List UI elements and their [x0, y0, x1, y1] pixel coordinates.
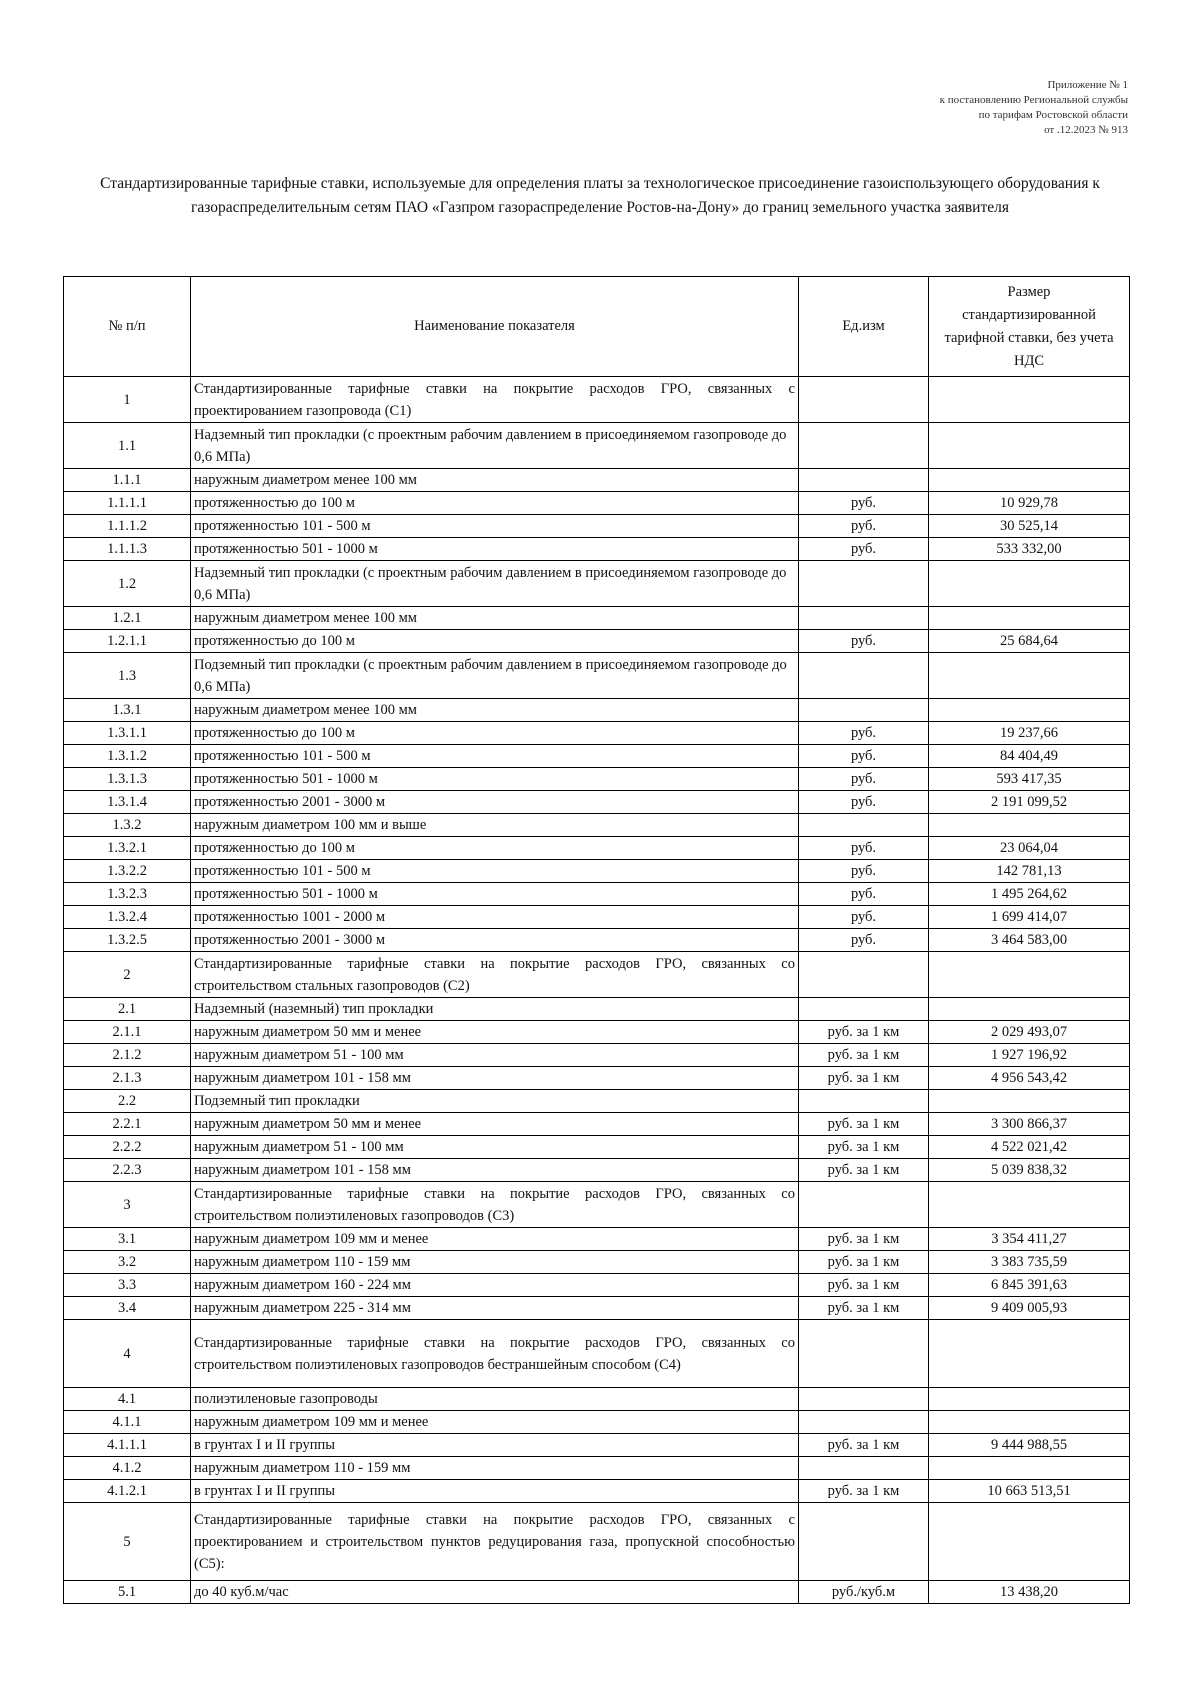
row-number: 1.1 [64, 423, 191, 469]
table-row [64, 1182, 1130, 1228]
row-name: до 40 куб.м/час [191, 1581, 799, 1604]
table-row [64, 1480, 1130, 1503]
row-name: наружным диаметром 51 - 100 мм [191, 1044, 799, 1067]
row-value: 533 332,00 [929, 538, 1130, 561]
row-value: 10 663 513,51 [929, 1480, 1130, 1503]
row-unit: руб. за 1 км [799, 1480, 929, 1503]
row-value: 2 191 099,52 [929, 791, 1130, 814]
row-value [929, 1503, 1130, 1581]
table-row [64, 515, 1130, 538]
row-name: полиэтиленовые газопроводы [191, 1388, 799, 1411]
row-name: протяженностью до 100 м [191, 492, 799, 515]
row-number: 2.1 [64, 998, 191, 1021]
table-row [64, 791, 1130, 814]
row-number: 1.2.1.1 [64, 630, 191, 653]
row-number: 4.1.1.1 [64, 1434, 191, 1457]
row-name: Подземный тип прокладки (с проектным рабочим давлением в присоединяемом газопроводе до 0,6 МПа) [191, 653, 799, 699]
row-number: 4 [64, 1320, 191, 1388]
table-row [64, 1388, 1130, 1411]
row-unit: руб. [799, 883, 929, 906]
header-num: № п/п [64, 277, 191, 377]
row-name: протяженностью до 100 м [191, 630, 799, 653]
row-name: Подземный тип прокладки [191, 1090, 799, 1113]
row-unit: руб. [799, 791, 929, 814]
row-number: 1.1.1.2 [64, 515, 191, 538]
row-number: 1.3.1 [64, 699, 191, 722]
row-number: 2.2.3 [64, 1159, 191, 1182]
table-row [64, 1251, 1130, 1274]
row-unit: руб. за 1 км [799, 1021, 929, 1044]
row-name: наружным диаметром 101 - 158 мм [191, 1159, 799, 1182]
row-unit: руб. за 1 км [799, 1228, 929, 1251]
table-row [64, 745, 1130, 768]
table-row [64, 722, 1130, 745]
row-name: в грунтах I и II группы [191, 1480, 799, 1503]
row-number: 1.3.2.1 [64, 837, 191, 860]
row-unit: руб. за 1 км [799, 1274, 929, 1297]
table-row [64, 1297, 1130, 1320]
appendix-note [940, 78, 1128, 138]
table-row [64, 1228, 1130, 1251]
row-value: 5 039 838,32 [929, 1159, 1130, 1182]
row-unit: руб. [799, 860, 929, 883]
row-number: 3.1 [64, 1228, 191, 1251]
table-row [64, 814, 1130, 837]
row-value [929, 561, 1130, 607]
row-number: 1.1.1 [64, 469, 191, 492]
appendix-line: по тарифам Ростовской области [978, 109, 1128, 121]
table-row [64, 607, 1130, 630]
row-number: 4.1.2.1 [64, 1480, 191, 1503]
row-unit: руб. за 1 км [799, 1067, 929, 1090]
row-name: протяженностью до 100 м [191, 722, 799, 745]
row-unit [799, 814, 929, 837]
table-row [64, 1090, 1130, 1113]
row-value: 13 438,20 [929, 1581, 1130, 1604]
row-unit [799, 607, 929, 630]
row-name: Стандартизированные тарифные ставки на покрытие расходов ГРО, связанных со строительством полиэтиленовых газопроводов бестраншейным способом (С4) [191, 1320, 799, 1388]
row-unit: руб. [799, 630, 929, 653]
row-name: Надземный тип прокладки (с проектным рабочим давлением в присоединяемом газопроводе до 0,6 МПа) [191, 561, 799, 607]
row-name: протяженностью 101 - 500 м [191, 515, 799, 538]
row-name: наружным диаметром 50 мм и менее [191, 1021, 799, 1044]
appendix-line: от .12.2023 № 913 [1044, 124, 1128, 136]
table-row [64, 952, 1130, 998]
table-row [64, 998, 1130, 1021]
table-row [64, 1434, 1130, 1457]
row-value [929, 653, 1130, 699]
row-number: 3.4 [64, 1297, 191, 1320]
row-name: наружным диаметром 50 мм и менее [191, 1113, 799, 1136]
row-name: протяженностью 501 - 1000 м [191, 768, 799, 791]
row-unit [799, 1457, 929, 1480]
row-number: 1 [64, 377, 191, 423]
row-unit: руб. [799, 745, 929, 768]
row-number: 2.2 [64, 1090, 191, 1113]
table-header-row [64, 277, 1130, 377]
table-row [64, 906, 1130, 929]
row-number: 2.2.2 [64, 1136, 191, 1159]
row-value: 30 525,14 [929, 515, 1130, 538]
row-number: 2.1.2 [64, 1044, 191, 1067]
row-value [929, 1388, 1130, 1411]
row-name: протяженностью 2001 - 3000 м [191, 791, 799, 814]
row-unit [799, 699, 929, 722]
row-number: 1.3.2.5 [64, 929, 191, 952]
row-unit [799, 1182, 929, 1228]
row-unit [799, 1388, 929, 1411]
table-row [64, 1044, 1130, 1067]
row-unit: руб. за 1 км [799, 1044, 929, 1067]
table-body [64, 377, 1130, 1604]
row-number: 1.1.1.1 [64, 492, 191, 515]
row-number: 5.1 [64, 1581, 191, 1604]
row-unit: руб. за 1 км [799, 1159, 929, 1182]
table-row [64, 1274, 1130, 1297]
table-row [64, 1320, 1130, 1388]
row-number: 2.2.1 [64, 1113, 191, 1136]
row-number: 4.1.1 [64, 1411, 191, 1434]
row-name: в грунтах I и II группы [191, 1434, 799, 1457]
row-unit: руб. за 1 км [799, 1113, 929, 1136]
table-row [64, 883, 1130, 906]
row-value [929, 952, 1130, 998]
row-unit: руб. [799, 538, 929, 561]
table-row [64, 1581, 1130, 1604]
row-value [929, 1411, 1130, 1434]
row-name: наружным диаметром 109 мм и менее [191, 1228, 799, 1251]
row-name: протяженностью 101 - 500 м [191, 860, 799, 883]
row-value: 1 927 196,92 [929, 1044, 1130, 1067]
row-value: 4 522 021,42 [929, 1136, 1130, 1159]
row-value: 84 404,49 [929, 745, 1130, 768]
row-number: 2.1.3 [64, 1067, 191, 1090]
tariff-table [63, 276, 1130, 1604]
row-unit [799, 1320, 929, 1388]
row-number: 3.2 [64, 1251, 191, 1274]
row-unit [799, 377, 929, 423]
row-value [929, 469, 1130, 492]
row-name: Стандартизированные тарифные ставки на покрытие расходов ГРО, связанных с проектированием газопровода (С1) [191, 377, 799, 423]
row-unit [799, 561, 929, 607]
row-number: 1.2 [64, 561, 191, 607]
row-value: 9 444 988,55 [929, 1434, 1130, 1457]
row-unit: руб. [799, 929, 929, 952]
row-number: 4.1 [64, 1388, 191, 1411]
row-name: наружным диаметром 51 - 100 мм [191, 1136, 799, 1159]
appendix-line: к постановлению Региональной службы [939, 94, 1128, 106]
row-name: наружным диаметром менее 100 мм [191, 607, 799, 630]
row-unit [799, 998, 929, 1021]
row-unit [799, 469, 929, 492]
row-number: 1.3.1.1 [64, 722, 191, 745]
header-name: Наименование показателя [191, 277, 799, 377]
table-row [64, 1503, 1130, 1581]
row-number: 1.3.2.4 [64, 906, 191, 929]
row-unit: руб. [799, 837, 929, 860]
row-number: 1.3.1.3 [64, 768, 191, 791]
row-name: наружным диаметром менее 100 мм [191, 699, 799, 722]
row-unit: руб. за 1 км [799, 1434, 929, 1457]
row-value: 3 383 735,59 [929, 1251, 1130, 1274]
row-name: протяженностью 2001 - 3000 м [191, 929, 799, 952]
row-unit: руб. за 1 км [799, 1251, 929, 1274]
row-value: 4 956 543,42 [929, 1067, 1130, 1090]
table-row [64, 377, 1130, 423]
row-number: 5 [64, 1503, 191, 1581]
row-value [929, 699, 1130, 722]
table-row [64, 561, 1130, 607]
row-value: 25 684,64 [929, 630, 1130, 653]
row-number: 2.1.1 [64, 1021, 191, 1044]
row-name: Стандартизированные тарифные ставки на покрытие расходов ГРО, связанных со строительством полиэтиленовых газопроводов (С3) [191, 1182, 799, 1228]
row-unit [799, 1411, 929, 1434]
row-value: 9 409 005,93 [929, 1297, 1130, 1320]
row-name: протяженностью до 100 м [191, 837, 799, 860]
table-row [64, 469, 1130, 492]
row-value: 3 354 411,27 [929, 1228, 1130, 1251]
row-number: 1.3.2 [64, 814, 191, 837]
row-unit: руб. за 1 км [799, 1297, 929, 1320]
row-number: 1.2.1 [64, 607, 191, 630]
row-number: 4.1.2 [64, 1457, 191, 1480]
row-number: 1.3.2.3 [64, 883, 191, 906]
row-name: Стандартизированные тарифные ставки на покрытие расходов ГРО, связанных со строительством стальных газопроводов (С2) [191, 952, 799, 998]
row-unit [799, 423, 929, 469]
row-number: 3.3 [64, 1274, 191, 1297]
row-value [929, 814, 1130, 837]
table-row [64, 1411, 1130, 1434]
row-value [929, 998, 1130, 1021]
row-value: 2 029 493,07 [929, 1021, 1130, 1044]
row-unit: руб./куб.м [799, 1581, 929, 1604]
header-value: Размер стандартизированной тарифной ставки, без учета НДС [929, 277, 1130, 377]
row-unit [799, 653, 929, 699]
row-value: 3 464 583,00 [929, 929, 1130, 952]
row-unit: руб. [799, 515, 929, 538]
row-value [929, 377, 1130, 423]
row-value: 1 495 264,62 [929, 883, 1130, 906]
row-unit: руб. [799, 492, 929, 515]
row-name: Надземный (наземный) тип прокладки [191, 998, 799, 1021]
row-unit [799, 952, 929, 998]
row-name: Надземный тип прокладки (с проектным рабочим давлением в присоединяемом газопроводе до 0,6 МПа) [191, 423, 799, 469]
table-row [64, 630, 1130, 653]
row-value: 593 417,35 [929, 768, 1130, 791]
row-name: Стандартизированные тарифные ставки на покрытие расходов ГРО, связанных с проектированием и строительством пунктов редуцирования газа, пропускной способностью (С5): [191, 1503, 799, 1581]
table-row [64, 837, 1130, 860]
table-row [64, 653, 1130, 699]
row-value [929, 1090, 1130, 1113]
table-row [64, 538, 1130, 561]
row-name: наружным диаметром 109 мм и менее [191, 1411, 799, 1434]
row-number: 2 [64, 952, 191, 998]
table-row [64, 929, 1130, 952]
row-value: 10 929,78 [929, 492, 1130, 515]
table-row [64, 768, 1130, 791]
row-number: 1.3.1.2 [64, 745, 191, 768]
table-row [64, 492, 1130, 515]
table-row [64, 1113, 1130, 1136]
row-value [929, 1320, 1130, 1388]
row-unit: руб. [799, 722, 929, 745]
row-number: 1.3 [64, 653, 191, 699]
row-number: 3 [64, 1182, 191, 1228]
row-name: наружным диаметром менее 100 мм [191, 469, 799, 492]
row-value [929, 607, 1130, 630]
table-row [64, 1159, 1130, 1182]
row-name: протяженностью 501 - 1000 м [191, 538, 799, 561]
row-unit: руб. [799, 768, 929, 791]
row-unit [799, 1503, 929, 1581]
table-row [64, 1021, 1130, 1044]
table-row [64, 1067, 1130, 1090]
row-value: 142 781,13 [929, 860, 1130, 883]
row-value [929, 1457, 1130, 1480]
row-value: 19 237,66 [929, 722, 1130, 745]
row-unit [799, 1090, 929, 1113]
appendix-line: Приложение № 1 [1047, 79, 1128, 91]
row-name: наружным диаметром 101 - 158 мм [191, 1067, 799, 1090]
row-name: протяженностью 501 - 1000 м [191, 883, 799, 906]
row-name: наружным диаметром 225 - 314 мм [191, 1297, 799, 1320]
row-unit: руб. за 1 км [799, 1136, 929, 1159]
row-name: протяженностью 101 - 500 м [191, 745, 799, 768]
row-number: 1.3.2.2 [64, 860, 191, 883]
row-value: 6 845 391,63 [929, 1274, 1130, 1297]
row-value: 3 300 866,37 [929, 1113, 1130, 1136]
row-number: 1.1.1.3 [64, 538, 191, 561]
header-unit: Ед.изм [799, 277, 929, 377]
row-name: наружным диаметром 160 - 224 мм [191, 1274, 799, 1297]
row-value [929, 423, 1130, 469]
table-row [64, 860, 1130, 883]
table-row [64, 1136, 1130, 1159]
table-row [64, 423, 1130, 469]
row-number: 1.3.1.4 [64, 791, 191, 814]
row-value: 23 064,04 [929, 837, 1130, 860]
row-name: наружным диаметром 110 - 159 мм [191, 1457, 799, 1480]
document-title: Стандартизированные тарифные ставки, используемые для определения платы за технологическое присоединение газоиспользующего оборудования к газораспределительным сетям ПАО «Газпром газораспределение Ростов-на-Дону» до границ земельного участка заявителя [100, 175, 1100, 216]
row-name: протяженностью 1001 - 2000 м [191, 906, 799, 929]
table-row [64, 1457, 1130, 1480]
row-value [929, 1182, 1130, 1228]
row-name: наружным диаметром 110 - 159 мм [191, 1251, 799, 1274]
row-unit: руб. [799, 906, 929, 929]
row-value: 1 699 414,07 [929, 906, 1130, 929]
table-row [64, 699, 1130, 722]
row-name: наружным диаметром 100 мм и выше [191, 814, 799, 837]
